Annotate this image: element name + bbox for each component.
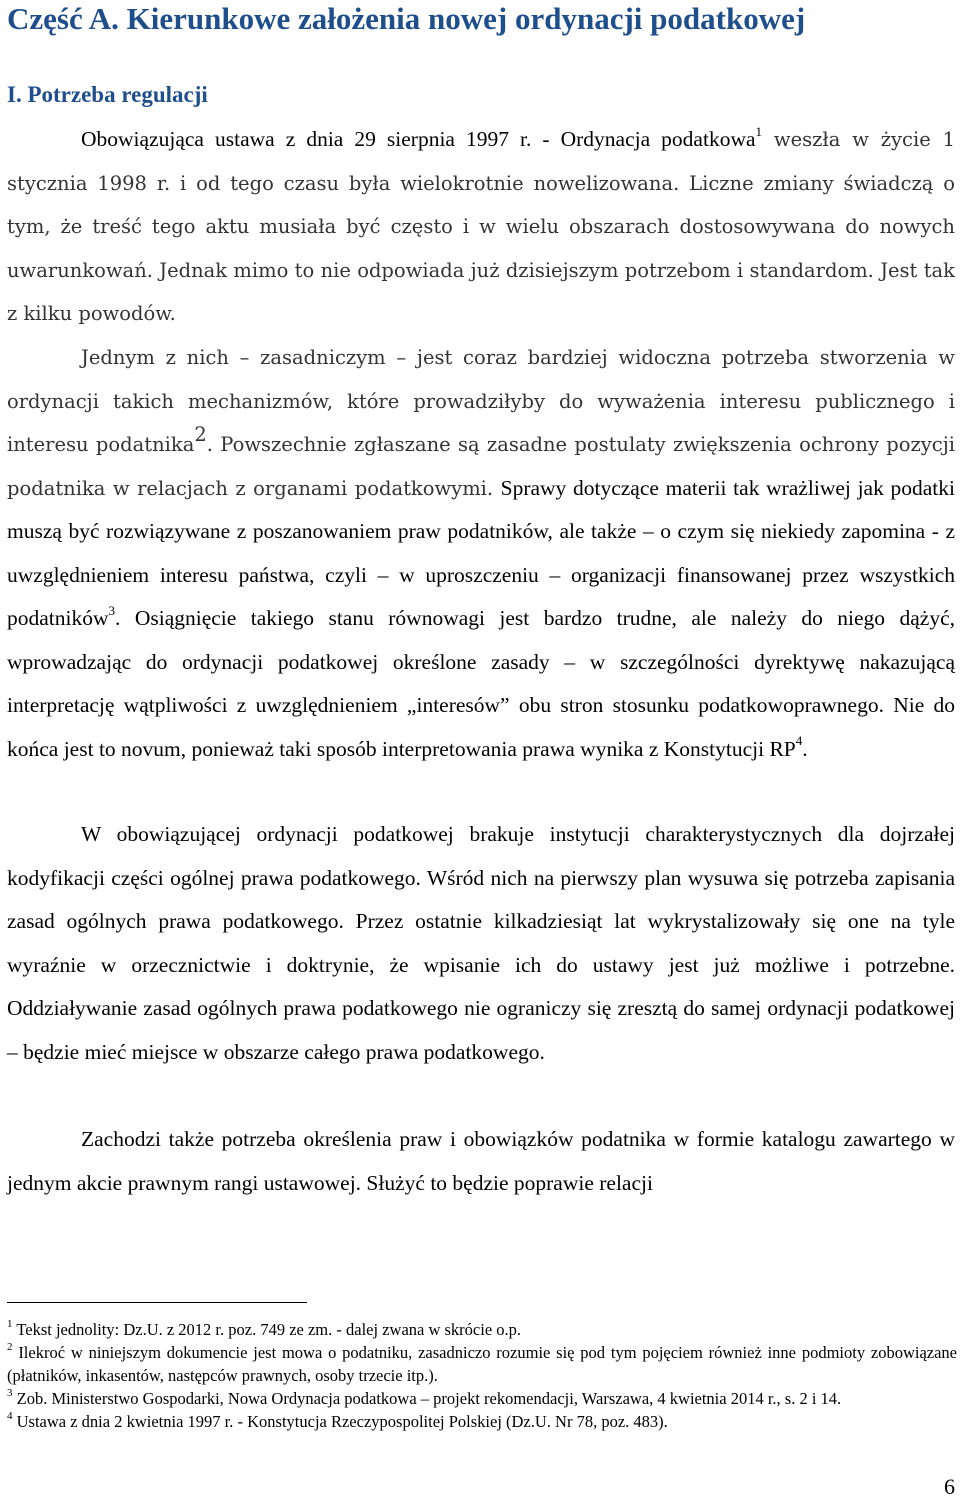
footnote-1	[7, 1318, 957, 1341]
paragraph-2-text-c: Sprawy dotyczące materii tak wrażliwej jak podatki muszą być rozwiązywane z poszanowaniem praw podatników, ale także – o czym się niekiedy zapomina - z uwzględnieniem interesu państwa, czyli – w uproszczeniu – organizacji finansowanej przez wszystkich podatników	[7, 475, 955, 630]
paragraph-3-text: W obowiązującej ordynacji podatkowej brakuje instytucji charakterystycznych dla dojrzałej kodyfikacji części ogólnej prawa podatkowego. Wśród nich na pierwszy plan wysuwa się potrzeba zapisania zasad ogólnych prawa podatkowego. Przez ostatnie kilkadziesiąt lat wykrystalizowały się one na tyle wyraźnie w orzecznictwie i doktrynie, że wpisanie ich do ustawy jest już możliwe i potrzebne. Oddziaływanie zasad ogólnych prawa podatkowego nie ograniczy się zresztą do samej ordynacji podatkowej – będzie mieć miejsce w obszarze całego prawa podatkowego.	[7, 822, 955, 1064]
footnote-ref-1: 1	[755, 123, 763, 139]
footnote-3	[7, 1387, 957, 1410]
paragraph-2-text-e: .	[802, 736, 808, 761]
paragraph-3	[7, 813, 955, 1074]
footnote-text: Tekst jednolity: Dz.U. z 2012 r. poz. 749 ze zm. - dalej zwana w skrócie o.p.	[12, 1320, 522, 1339]
footnote-number: 4	[7, 1409, 13, 1422]
paragraph-1-text-a: Obowiązująca ustawa z dnia 29 sierpnia 1997 r. - Ordynacja podatkowa	[81, 127, 756, 151]
footnote-text: Ustawa z dnia 2 kwietnia 1997 r. - Konstytucja Rzeczypospolitej Polskiej (Dz.U. Nr 78, poz. 483).	[12, 1412, 668, 1431]
footnote-ref-3: 3	[108, 602, 116, 618]
footnote-number: 3	[7, 1386, 13, 1399]
paragraph-2	[7, 336, 955, 771]
subsection-heading: I. Potrzeba regulacji	[7, 82, 208, 107]
page-number: 6	[944, 1474, 955, 1499]
footnotes	[7, 1318, 957, 1433]
paragraph-2-text-d: . Osiągnięcie takiego stanu równowagi jest bardzo trudne, ale należy do niego dążyć, wprowadzając do ordynacji podatkowej określone zasady – w szczególności dyrektywę nakazującą interpretację wątpliwości z uwzględnieniem „interesów” obu stron stosunku podatkowoprawnego. Nie do końca jest to novum, ponieważ taki sposób interpretowania prawa wynika z Konstytucji RP	[7, 606, 955, 761]
footnote-4	[7, 1410, 957, 1433]
footnote-ref-2: 2	[194, 422, 207, 446]
footnote-separator	[7, 1302, 307, 1303]
footnote-number: 1	[7, 1317, 13, 1330]
paragraph-1	[7, 118, 955, 336]
paragraph-4-text: Zachodzi także potrzeba określenia praw i obowiązków podatnika w formie katalogu zawartego w jednym akcie prawnym rangi ustawowej. Służyć to będzie poprawie relacji	[7, 1127, 955, 1195]
paragraph-1-text-b: weszła w życie 1 stycznia 1998 r. i od tego czasu była wielokrotnie nowelizowana. Liczne zmiany świadczą o tym, że treść tego aktu musiała być często i w wielu obszarach dostosowywana do nowych uwarunkowań. Jednak mimo to nie odpowiada już dzisiejszym potrzebom i standardom. Jest tak z kilku powodów.	[7, 128, 955, 325]
section-heading: Część A. Kierunkowe założenia nowej ordynacji podatkowej	[7, 1, 806, 36]
footnote-2	[7, 1341, 957, 1387]
paragraph-2-text-a: Jednym z nich – zasadniczym – jest coraz bardziej widoczna potrzeba stworzenia w ordynacji takich mechanizmów, które prowadziłyby do wyważenia interesu publicznego i interesu podatnika	[7, 346, 955, 456]
paragraph-4	[7, 1118, 955, 1205]
footnote-text: Ilekroć w niniejszym dokumencie jest mowa o podatniku, zasadniczo rozumie się pod tym pojęciem również inne podmioty zobowiązane (płatników, inkasentów, następców prawnych, osoby trzecie itp.).	[7, 1343, 957, 1385]
footnote-ref-4: 4	[795, 733, 803, 749]
footnote-text: Zob. Ministerstwo Gospodarki, Nowa Ordynacja podatkowa – projekt rekomendacji, Warszawa, 4 kwietnia 2014 r., s. 2 i 14.	[12, 1389, 842, 1408]
paragraph-2-text-b: . Powszechnie zgłaszane są zasadne postulaty zwiększenia ochrony pozycji podatnika w relacjach z organami podatkowymi.	[7, 433, 956, 500]
footnote-number: 2	[7, 1340, 13, 1353]
